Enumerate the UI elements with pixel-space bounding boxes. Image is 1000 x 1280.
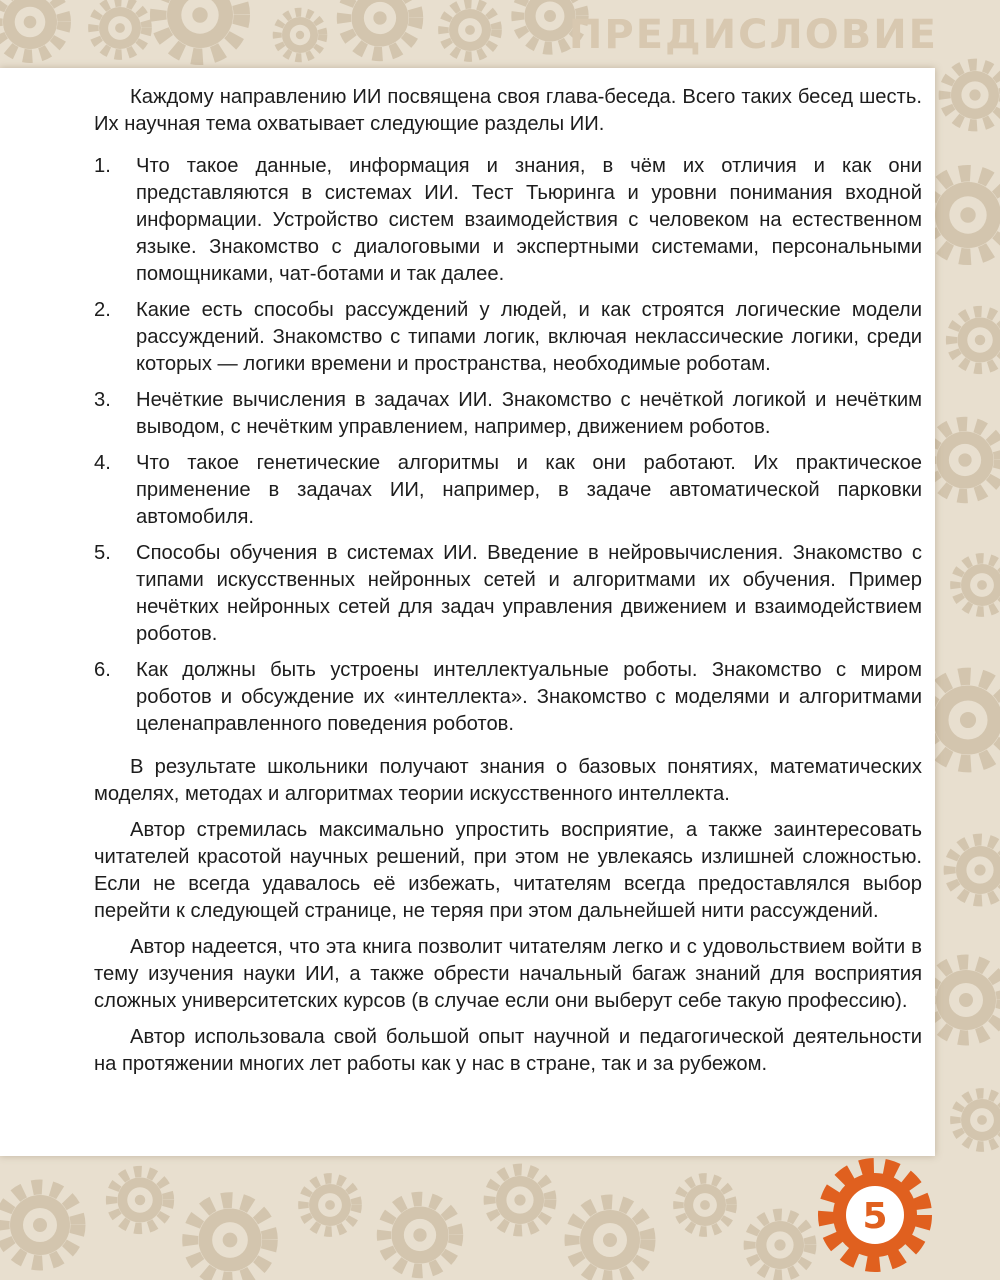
list-text: Что такое генетические алгоритмы и как они работают. Их практическое применение в задачах ИИ, например, в задаче автоматической парковки автомобиля. [136,452,922,528]
list-item [94,387,922,441]
page-number: 5 [862,1196,888,1237]
intro-paragraph: Каждому направлению ИИ посвящена своя глава-беседа. Всего таких бесед шесть. Их научная тема охватывает следующие разделы ИИ. [94,86,922,135]
list-item [94,297,922,378]
list-number: 1. [94,155,111,177]
list-text: Какие есть способы рассуждений у людей, и как строятся логические модели рассуждений. Знакомство с типами логик, включая неклассические логики, среди которых — логики времени и пространства, необходимые роботам. [136,299,922,375]
list-number: 2. [94,299,111,321]
list-item [94,657,922,738]
chapter-title: ПРЕДИСЛОВИЕ [568,12,938,58]
list-text: Как должны быть устроены интеллектуальные роботы. Знакомство с миром роботов и обсуждение их «интеллекта». Знакомство с моделями и алгоритмами целенаправленного поведения роботов. [136,659,922,735]
topics-list [94,153,922,738]
list-item [94,153,922,288]
page-number-badge [815,1155,935,1275]
list-item [94,540,922,648]
list-number: 4. [94,452,111,474]
list-item [94,450,922,531]
main-text [94,84,922,1087]
list-text: Что такое данные, информация и знания, в чём их отличия и как они представляются в системах ИИ. Тест Тьюринга и уровни понимания входной информации. Устройство систем взаимодействия с человеком на естественном языке. Знакомство с диалоговыми и экспертными системами, персональными помощниками, чат-ботами и так далее. [136,155,922,285]
paragraph: Автор использовала свой большой опыт научной и педагогической деятельности на протяжении многих лет работы как у нас в стране, так и за рубежом. [94,1026,922,1075]
list-number: 3. [94,389,111,411]
paragraph: Автор надеется, что эта книга позволит читателям легко и с удовольствием войти в тему изучения науки ИИ, а также обрести начальный багаж знаний для восприятия сложных университетских курсов (в случае если они выберут себе такую профессию). [94,936,922,1012]
list-number: 6. [94,659,111,681]
list-number: 5. [94,542,111,564]
paragraph: В результате школьники получают знания о базовых понятиях, математических моделях, методах и алгоритмах теории искусственного интеллекта. [94,756,922,805]
list-text: Нечёткие вычисления в задачах ИИ. Знакомство с нечёткой логикой и нечётким выводом, с нечётким управлением, например, движением роботов. [136,389,922,438]
paragraph: Автор стремилась максимально упростить восприятие, а также заинтересовать читателей красотой научных решений, при этом не увлекаясь излишней сложностью. Если не всегда удавалось её избежать, читателям всегда предоставлялся выбор перейти к следующей странице, не теряя при этом дальнейшей нити рассуждений. [94,819,922,922]
list-text: Способы обучения в системах ИИ. Введение в нейровычисления. Знакомство с типами искусственных нейронных сетей и алгоритмами их обучения. Пример нечётких нейронных сетей для задач управления движением и взаимодействием роботов. [136,542,922,645]
